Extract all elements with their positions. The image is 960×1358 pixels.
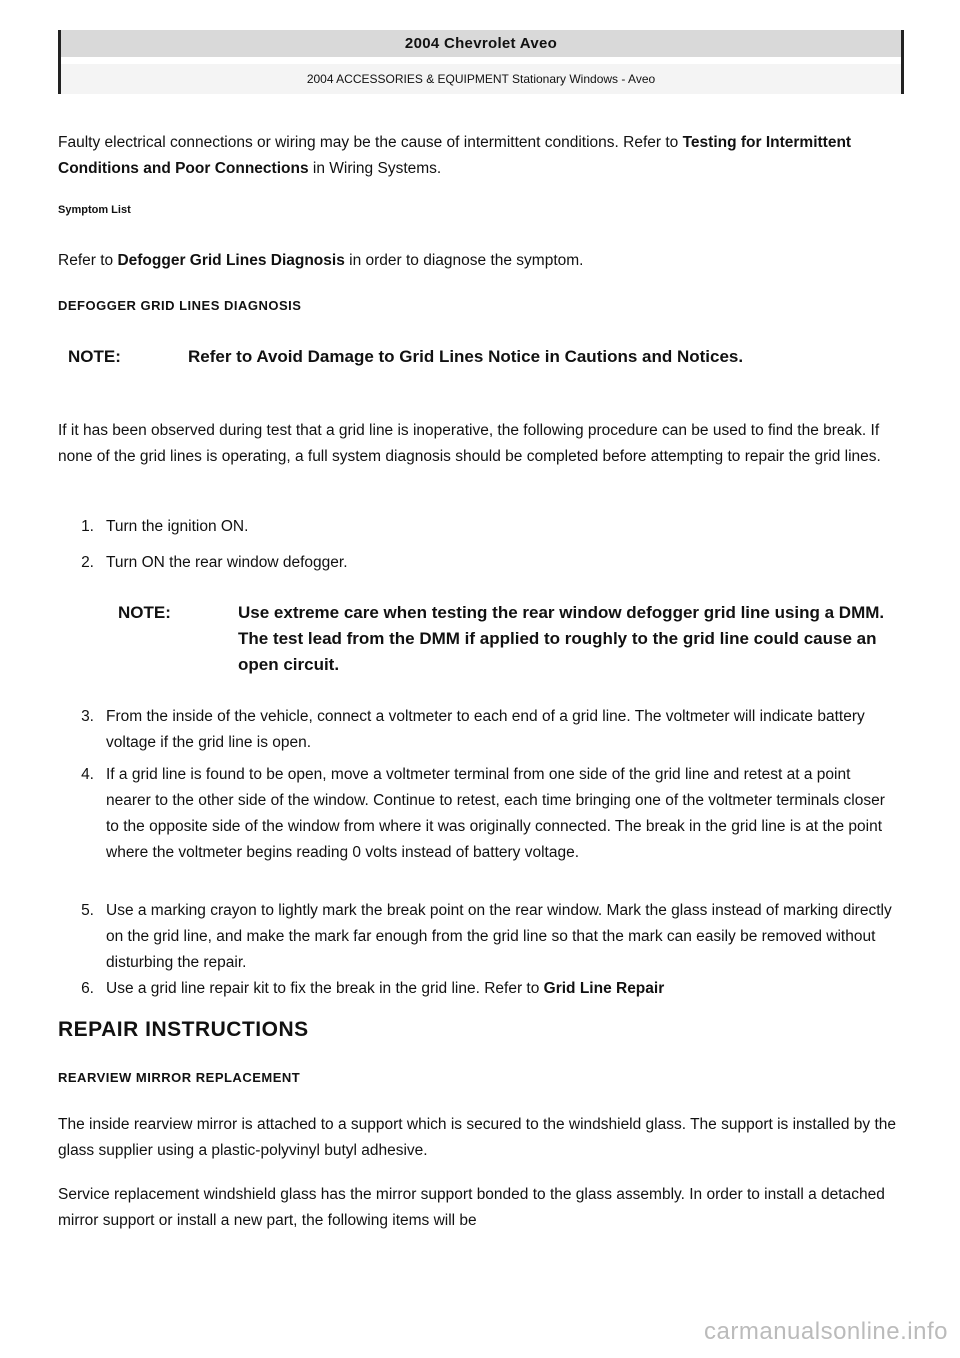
step-number: 6. — [81, 980, 94, 997]
note-text: Refer to Avoid Damage to Grid Lines Notice in Cautions and Notices. — [188, 347, 744, 366]
document-title: 2004 Chevrolet Aveo — [61, 30, 901, 57]
step-text: Turn ON the rear window defogger. — [106, 554, 348, 571]
diagnosis-intro: If it has been observed during test that a grid line is inoperative, the following procedure can be used to find the break. If none of the grid lines is operating, a full system diagnosis should be completed before attempting to repair the grid lines. — [58, 422, 881, 465]
page-header — [58, 30, 904, 94]
repair-instructions-heading: REPAIR INSTRUCTIONS — [58, 1018, 309, 1041]
rearview-paragraph-1: The inside rearview mirror is attached to a support which is secured to the windshield glass. The support is installed by the glass supplier using a plastic-polyvinyl butyl adhesive. — [58, 1116, 896, 1159]
step-text — [106, 976, 896, 1002]
rearview-paragraph-2: Service replacement windshield glass has the mirror support bonded to the glass assembly. In order to install a detached mirror support or install a new part, the following items will be — [58, 1186, 885, 1229]
step-4 — [58, 762, 896, 866]
step-text: From the inside of the vehicle, connect a voltmeter to each end of a grid line. The voltmeter will indicate battery voltage if the grid line is open. — [106, 708, 865, 751]
site-watermark: carmanualsonline.info — [704, 1318, 948, 1345]
step-6 — [58, 976, 896, 1002]
note-dmm-care — [118, 600, 908, 678]
symptom-list-heading: Symptom List — [58, 204, 131, 216]
step-number: 5. — [81, 902, 94, 919]
symptom-text-end: in order to diagnose the symptom. — [344, 252, 584, 269]
step-5 — [58, 898, 896, 976]
symptom-text: Refer to — [58, 252, 118, 269]
step-6-text: Use a grid line repair kit to fix the break in the grid line. Refer to — [106, 980, 544, 997]
step-text: If a grid line is found to be open, move a voltmeter terminal from one side of the grid line and retest at a point nearer to the other side of the window. Continue to retest, each time bringing one of the voltmeter terminals closer to the opposite side of the window from where it was originally connected. The break in the grid line is at the point where the voltmeter begins reading 0 volts instead of battery voltage. — [106, 766, 885, 861]
note-text: Use extreme care when testing the rear window defogger grid line using a DMM. The test lead from the DMM if applied to roughly to the grid line could cause an open circuit. — [238, 603, 885, 674]
intro-text: Faulty electrical connections or wiring may be the cause of intermittent conditions. Refer to — [58, 134, 683, 151]
intro-link[interactable]: Testing for Intermittent Conditions and Poor Connections — [58, 134, 852, 177]
symptom-paragraph — [58, 248, 583, 274]
step-text: Use a marking crayon to lightly mark the break point on the rear window. Mark the glass instead of marking directly on the grid line, and make the mark far enough from the grid line so that the mark can easily be removed without disturbing the repair. — [106, 902, 892, 971]
step-2 — [58, 550, 896, 576]
step-number: 4. — [81, 766, 94, 783]
step-text: Turn the ignition ON. — [106, 518, 249, 535]
symptom-link[interactable]: Defogger Grid Lines Diagnosis — [117, 252, 345, 269]
grid-line-repair-link[interactable]: Grid Line Repair — [543, 980, 665, 997]
step-number: 1. — [81, 518, 94, 535]
step-number: 2. — [81, 554, 94, 571]
step-number: 3. — [81, 708, 94, 725]
step-3 — [58, 704, 896, 756]
intro-text-end: in Wiring Systems. — [308, 160, 442, 177]
note-grid-lines — [68, 344, 858, 370]
rearview-mirror-heading: REARVIEW MIRROR REPLACEMENT — [58, 1070, 301, 1085]
defogger-heading: DEFOGGER GRID LINES DIAGNOSIS — [58, 298, 302, 313]
note-label: NOTE: — [68, 347, 121, 366]
note-label: NOTE: — [118, 603, 171, 622]
step-1 — [58, 514, 896, 540]
document-subtitle: 2004 ACCESSORIES & EQUIPMENT Stationary Windows - Aveo — [61, 64, 901, 94]
intro-paragraph — [58, 130, 900, 182]
